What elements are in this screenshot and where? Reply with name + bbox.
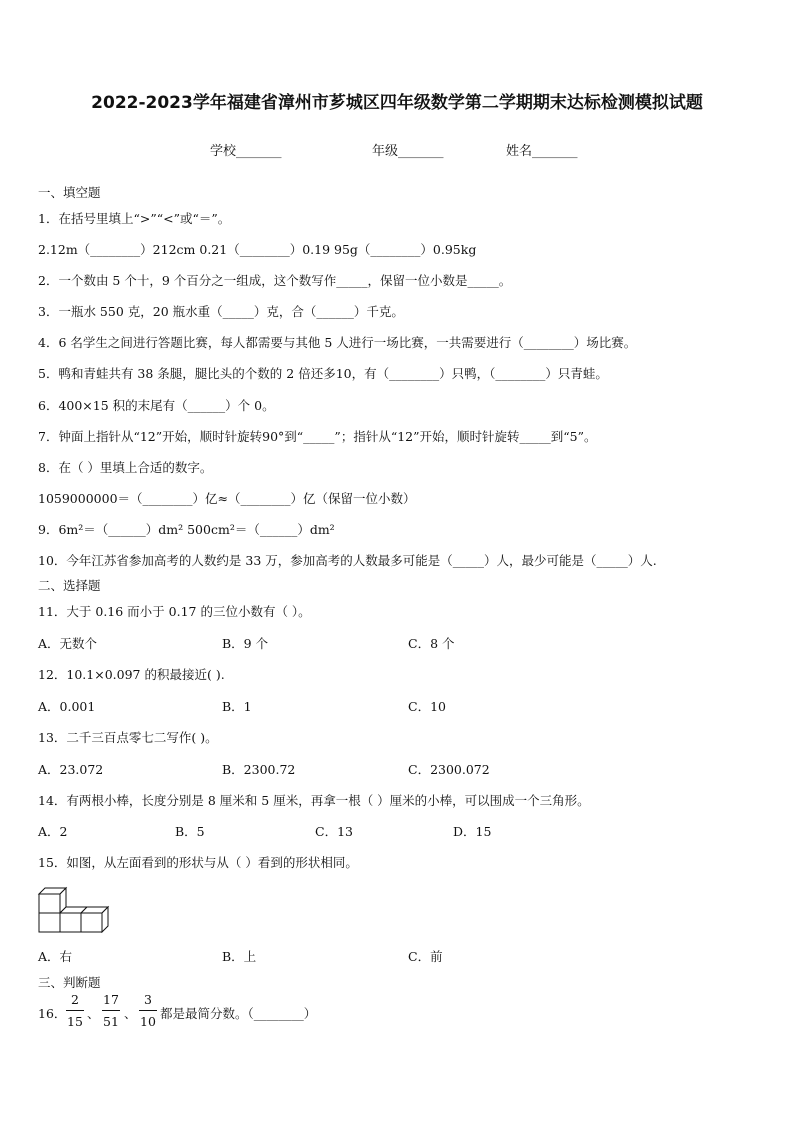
fraction-1-denominator: 15 [67, 1014, 83, 1029]
q12-option-c: C．10 [408, 699, 446, 714]
section-heading-fill: 一、填空题 [38, 185, 101, 200]
fraction-2-numerator: 17 [103, 992, 119, 1007]
q14-option-d: D．15 [453, 824, 492, 839]
q11-option-c: C．8 个 [408, 636, 455, 651]
q15-option-c: C．前 [408, 949, 443, 964]
question-10: 10．今年江苏省参加高考的人数约是 33 万，参加高考的人数最多可能是（_____）人，最少可能是（_____）人. [38, 553, 657, 568]
q14-option-b: B．5 [175, 824, 205, 839]
question-3: 3．一瓶水 550 克，20 瓶水重（_____）克，合（______）千克。 [38, 304, 404, 319]
question-9: 9．6m²＝（______）dm² 500cm²＝（______）dm² [38, 522, 335, 537]
q13-option-c: C．2300.072 [408, 762, 490, 777]
question-5: 5．鸭和青蛙共有 38 条腿，腿比头的个数的 2 倍还多10，有（________）只鸭，（________）只青蛙。 [38, 366, 608, 381]
q11-option-a: A．无数个 [38, 636, 98, 651]
q14-option-a: A．2 [38, 824, 68, 839]
question-16-text: 都是最简分数。（________） [160, 1006, 317, 1021]
q12-option-a: A．0.001 [38, 699, 96, 714]
fraction-3-denominator: 10 [140, 1014, 156, 1029]
q11-option-b: B．9 个 [222, 636, 269, 651]
q14-option-c: C．13 [315, 824, 353, 839]
section-heading-judge: 三、判断题 [38, 975, 101, 990]
q12-option-b: B．1 [222, 699, 252, 714]
question-7: 7．钟面上指针从“12”开始，顺时针旋转90°到“_____”；指针从“12”开始，顺时针旋转_____到“5”。 [38, 429, 597, 444]
question-2: 2．一个数由 5 个十，9 个百分之一组成，这个数写作_____，保留一位小数是_____。 [38, 273, 512, 288]
q15-option-b: B．上 [222, 949, 257, 964]
fraction-2-bar [102, 1010, 120, 1011]
fraction-3-numerator: 3 [144, 992, 152, 1007]
fraction-2-denominator: 51 [103, 1014, 119, 1029]
page-title: 2022-2023学年福建省漳州市芗城区四年级数学第二学期期末达标检测模拟试题 [91, 93, 703, 113]
q15-option-a: A．右 [38, 949, 73, 964]
q13-option-b: B．2300.72 [222, 762, 296, 777]
fraction-separator: 、 [124, 1006, 137, 1021]
question-16-number: 16． [38, 1006, 67, 1021]
question-12: 12．10.1×0.097 的积最接近( ). [38, 667, 225, 682]
question-8-item: 1059000000＝（________）亿≈（________）亿（保留一位小数） [38, 491, 416, 506]
fraction-1-numerator: 2 [71, 992, 79, 1007]
fraction-1-bar [66, 1010, 84, 1011]
question-11: 11．大于 0.16 而小于 0.17 的三位小数有（ ）。 [38, 604, 311, 619]
q13-option-a: A．23.072 [38, 762, 104, 777]
section-heading-choice: 二、选择题 [38, 578, 101, 593]
question-4: 4．6 名学生之间进行答题比赛，每人都需要与其他 5 人进行一场比赛，一共需要进行（________）场比赛。 [38, 335, 637, 350]
question-14: 14．有两根小棒，长度分别是 8 厘米和 5 厘米，再拿一根（ ）厘米的小棒，可以围成一个三角形。 [38, 793, 590, 808]
question-1: 1．在括号里填上“>”“<”或“＝”。 [38, 211, 231, 226]
fraction-separator: 、 [87, 1006, 100, 1021]
question-6: 6．400×15 积的末尾有（______）个 0。 [38, 398, 275, 413]
question-15: 15．如图，从左面看到的形状与从（ ）看到的形状相同。 [38, 855, 358, 870]
grade-field: 年级_______ [372, 144, 444, 159]
cube-stack-figure [37, 883, 117, 933]
question-13: 13．二千三百点零七二写作( )。 [38, 730, 218, 745]
school-field: 学校_______ [210, 144, 282, 159]
question-1-items: 2.12m（________）212cm 0.21（________）0.19 95g（________）0.95kg [38, 242, 477, 257]
name-field: 姓名_______ [506, 144, 578, 159]
fraction-3-bar [139, 1010, 157, 1011]
question-8: 8．在（ ）里填上合适的数字。 [38, 460, 213, 475]
